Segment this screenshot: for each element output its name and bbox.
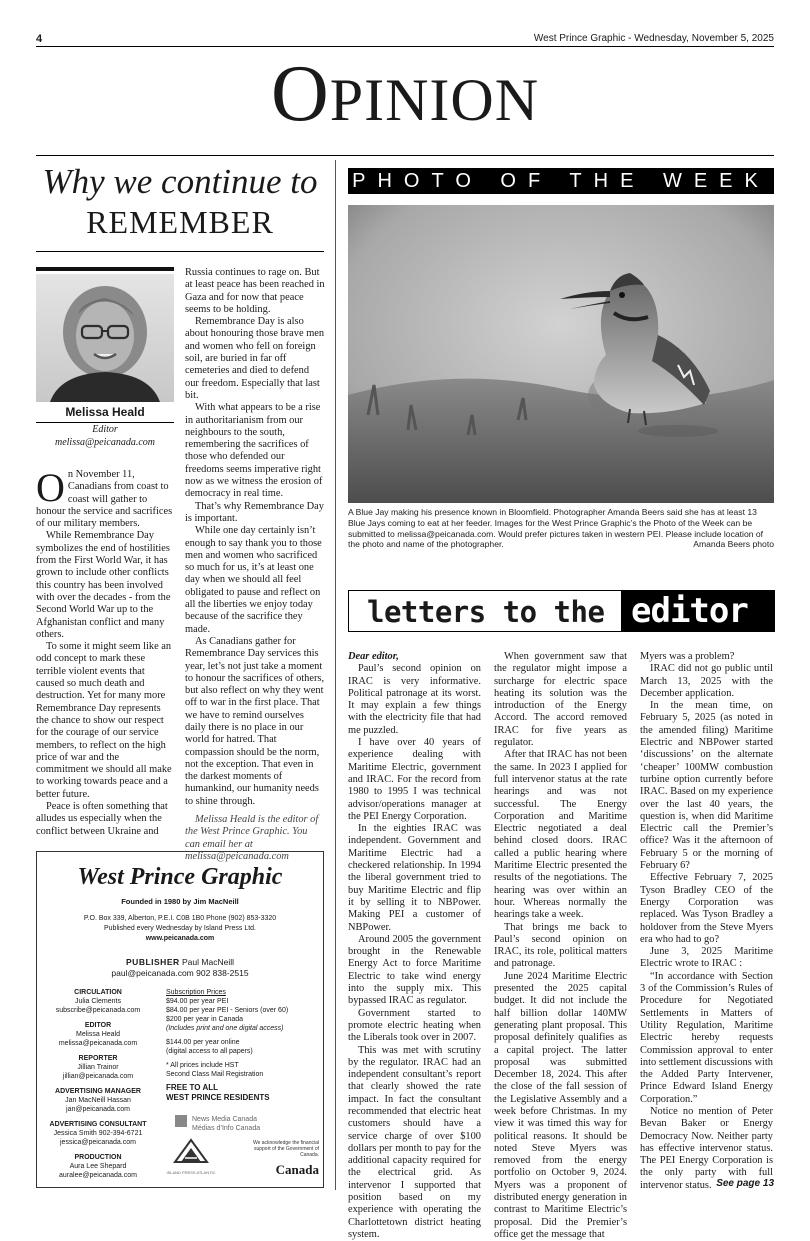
photo-caption xyxy=(348,507,774,550)
author-divider xyxy=(36,422,174,423)
editorial-paragraph: Russia continues to rage on. But at least peace has been reached in Gaza and for now that peace seems to be holding. xyxy=(185,267,325,316)
letters-banner-text: letters to the xyxy=(367,595,604,629)
letter-column-1 xyxy=(348,651,481,1241)
masthead-website[interactable]: www.peicanada.com xyxy=(37,935,323,942)
letter-paragraph: June 2024 Maritime Electric presented the 2025 capital budget. It did not include the half billion dollar 140MW generating plant proposal. This proposal definitely qualifies as a capital project. The latter proposal was submitted December 18, 2024. This after the close of the fall session of the Legislative Assembly and a week before Christmas. In my view it was timed this way for political reasons. It should be noted Steve Myers was removed from the energy portfolio on October 9, 2024. Myers was a proponent of distributed energy generation in contrast to Maritime Electric’s proposal. Did the Premier’s office get the message that xyxy=(494,971,627,1241)
staff-name: Julia Clements xyxy=(41,997,155,1006)
editorial-paragraph: Remembrance Day is also about honouring those brave men and women who fell on foreign soil, are buried in far off cemeteries and died to defend our freedom. Especially that last bit. xyxy=(185,316,325,402)
editorial-headline-line2: REMEMBER xyxy=(36,202,324,242)
letter-paragraph: Paul’s second opinion on IRAC is very informative. Political patronage at its worst. It may explain a few things with the electricity file that had me puzzled. xyxy=(348,663,481,737)
masthead-published: Published every Wednesday by Island Press Ltd. xyxy=(37,925,323,932)
author-photo xyxy=(36,274,174,402)
staff-role: CIRCULATION xyxy=(41,988,155,997)
top-rule xyxy=(36,46,774,47)
staff-list xyxy=(41,988,155,1180)
letter-paragraph: June 3, 2025 Maritime Electric wrote to IRAC : xyxy=(640,946,773,971)
subs-line: $94.00 per year PEI xyxy=(166,997,316,1006)
staff-name: Melissa Heald xyxy=(41,1030,155,1039)
running-head: West Prince Graphic - Wednesday, November 5, 2025 xyxy=(534,33,774,44)
author-portrait-image xyxy=(36,274,174,402)
editorial-paragraph: As Canadians gather for Remembrance Day services this year, let’s not just take a moment to honour the sacrifices of others, but also reflect on why they went off to war in the first place. That we have to remind ourselves daily there is no place in our world for hatred. That compassion should be the norm, not the exception. That even in the darkest moments of humankind, our humanity needs to shine through. xyxy=(185,636,325,808)
letter-paragraph: In the mean time, on February 5, 2025 (as noted in the amended filing) Maritime Electric and NBPower started ‘discussions’ on the alternate ‘cheaper’ 100MW combustion turbine option currently before IRAC. Based on my experience over the last 40 years, the question is, when did Maritime Electric call the Premier’s office? Was it the afternoon of February 5 or the morning of February 6? xyxy=(640,700,773,872)
news-media-logo xyxy=(192,1115,284,1133)
staff-role: ADVERTISING MANAGER xyxy=(41,1087,155,1096)
subs-heading: Subscription Prices xyxy=(166,988,316,997)
author-name: Melissa Heald xyxy=(36,405,174,419)
free-line: FREE TO ALL xyxy=(166,1083,316,1093)
letter-paragraph: When government saw that the regulator might impose a surcharge for electric space heating its solution was the introduction of the Energy Accord. The accord removed IRAC for five years as regulator. xyxy=(494,651,627,749)
editorial-paragraph: n November 11, Canadians from coast to coast will gather to honour the service and sacrifices of our military members. xyxy=(36,469,174,530)
author-box xyxy=(36,267,174,449)
news-media-line: Médias d’Info Canada xyxy=(192,1124,284,1133)
section-title-initial: O xyxy=(271,50,330,138)
free-line: WEST PRINCE RESIDENTS xyxy=(166,1093,316,1103)
masthead-address: P.O. Box 339, Alberton, P.E.I. C0B 1B0 Phone (902) 853-3320 xyxy=(37,915,323,922)
publisher-label: PUBLISHER xyxy=(126,957,180,967)
editorial-column-2 xyxy=(185,267,325,863)
letter-paragraph: Myers was a problem? xyxy=(640,651,773,663)
letter-column-2 xyxy=(494,651,627,1241)
letter-salutation: Dear editor, xyxy=(348,651,481,663)
blue-jay-photo xyxy=(348,205,774,503)
letter-paragraph: After that IRAC has not been the same. In 2023 I applied for full intervenor status at the rate hearings and was not successful. The Energy Corporation and Maritime Electric negotiated a deal behind closed doors. IRAC called a public hearing where Maritime Electric presented the results of the negotiations. The hearing was over within an hour. Whereas normally the hearings take a week. xyxy=(494,749,627,921)
editorial-paragraph: While one day certainly isn’t enough to say thank you to those men and women who sacrificed so much for us, it’s at least one day when we should all feel obligated to pause and reflect on all the liberties we enjoy today because of the sacrifice they made. xyxy=(185,525,325,636)
letter-paragraph: Around 2005 the government brought in the Renewable Energy Act to force Maritime Electric to take wind energy into the supply mix. This bypassed IRAC as regulator. xyxy=(348,934,481,1008)
editorial-headline-line1: Why we continue to xyxy=(36,160,324,204)
letter-paragraph: In the eighties IRAC was independent. Government and Maritime Electric had a checkered relationship. In 1994 the liberal government tried to buy Maritime Electric and flip it by selling it to NBPower. Making PEI a customer of NBPower. xyxy=(348,823,481,934)
masthead-publisher xyxy=(37,957,323,967)
letter-paragraph: IRAC did not go public until March 13, 2025 with the December application. xyxy=(640,663,773,700)
letter-paragraph: Notice no mention of Peter Bevan Baker or Energy Democracy Now. Neither party has effective intervenor status. The PEI Energy Corporation is the only party with full intervenor status. xyxy=(640,1106,773,1192)
publisher-contact[interactable]: paul@peicanada.com 902 838-2515 xyxy=(37,968,323,978)
government-acknowledgement: We acknowledge the financial support of the Government of Canada. xyxy=(249,1140,319,1158)
letter-paragraph: Government started to promote electric heating when the Liberals took over in 2007. xyxy=(348,1008,481,1045)
subs-note: (Includes print and one digital access) xyxy=(166,1024,316,1033)
letter-paragraph: This was met with scrutiny by the regulator. IRAC had an independent consultant’s report that clearly showed the rate impact. In fact the consultant recommended that electric heat customers should have a service charge of over $100 dollars per month to pay for the additional capacity required for the electrical grid. As intervenor I supported that position based on my experience with operating the Charlottetown district heating system. xyxy=(348,1045,481,1241)
letter-paragraph: “In accordance with Section 3 of the Commission’s Rules of Procedure for Negotiated Settlements in Matters of Utility Regulation, Maritime Electric hereby requests Commission approval to enter into settlement discussions with the Added Party Intervener, Prince Edward Island Energy Corporation.” xyxy=(640,971,773,1106)
subs-line: (digital access to all papers) xyxy=(166,1047,316,1056)
editorial-rule xyxy=(36,251,324,252)
masthead-founded: Founded in 1980 by Jim MacNeill xyxy=(37,897,323,906)
masthead-box xyxy=(36,851,324,1188)
staff-role: EDITOR xyxy=(41,1021,155,1030)
photo-caption-text: A Blue Jay making his presence known in Bloomfield. Photographer Amanda Beers said she has at least 13 Blue Jays coming to eat at her feeder. Images for the West Prince Graphic’s the Photo of the Week can be submitted to melissa@peicanada.com. Would prefer pictures taken in western PEI. Please include location of the photo and name of the photographer. xyxy=(348,507,763,549)
editorial-paragraph: Peace is often something that alludes us especially when the conflict between Ukraine and xyxy=(36,801,174,838)
letters-banner-highlight: editor xyxy=(631,592,748,630)
free-notice xyxy=(166,1083,316,1103)
staff-contact[interactable]: auralee@peicanada.com xyxy=(41,1171,155,1180)
editorial-paragraph: While Remembrance Day symbolizes the end of hostilities from the First World War, it has grown to include other conflicts this country has been involved with over the decades - from the Second World War up to the Afghanistan conflict and many others. xyxy=(36,530,174,641)
subscription-prices xyxy=(166,988,316,1079)
letter-paragraph: That brings me back to Paul’s second opinion on IRAC, its role, political matters and patronage. xyxy=(494,922,627,971)
section-title-rest: PINION xyxy=(330,67,539,133)
masthead-title: West Prince Graphic xyxy=(37,864,323,891)
drop-cap: O xyxy=(36,471,65,505)
photo-credit: Amanda Beers photo xyxy=(693,539,774,550)
staff-role: PRODUCTION xyxy=(41,1153,155,1162)
staff-name: Jan MacNeill Hassan xyxy=(41,1096,155,1105)
page-number: 4 xyxy=(36,33,42,45)
staff-contact[interactable]: subscribe@peicanada.com xyxy=(41,1006,155,1015)
staff-name: Jillian Trainor xyxy=(41,1063,155,1072)
continued-on-link[interactable]: See page 13 xyxy=(716,1178,774,1189)
author-role: Editor xyxy=(36,424,174,435)
letters-banner xyxy=(348,590,774,632)
editorial-paragraph: That’s why Remembrance Day is important. xyxy=(185,501,325,526)
subs-line: $144.00 per year online xyxy=(166,1038,316,1047)
island-press-caption: ISLAND PRESS ATLANTIC xyxy=(161,1170,221,1175)
subs-line: $200 per year in Canada xyxy=(166,1015,316,1024)
photo-of-the-week-banner: PHOTO OF THE WEEK xyxy=(348,168,774,194)
publisher-name: Paul MacNeill xyxy=(182,957,234,967)
news-media-icon xyxy=(175,1115,187,1127)
header-rule xyxy=(36,155,774,156)
column-divider xyxy=(335,160,336,1190)
author-bar xyxy=(36,267,174,271)
editorial-column-1 xyxy=(36,469,174,838)
staff-role: ADVERTISING CONSULTANT xyxy=(41,1120,155,1129)
letter-paragraph: Effective February 7, 2025 Tyson Bradley CEO of the Energy Corporation was replaced. Was Tyson Bradley a holdover from the Steve Myers era who had to go? xyxy=(640,872,773,946)
subs-line: Second Class Mail Registration xyxy=(166,1070,316,1079)
staff-role: REPORTER xyxy=(41,1054,155,1063)
staff-contact[interactable]: jan@peicanada.com xyxy=(41,1105,155,1114)
island-press-mark-icon xyxy=(171,1136,211,1166)
editorial-signoff: Melissa Heald is the editor of the West Prince Graphic. You can email her at melissa@peicanada.com xyxy=(185,814,325,863)
author-email: melissa@peicanada.com xyxy=(36,437,174,448)
letter-paragraph: I have over 40 years of experience dealing with Maritime Electric, government and IRAC. For the record from 1980 to 1995 I was technical advisor/operations manager at the PEI Energy Corporation. xyxy=(348,737,481,823)
staff-name: Jessica Smith 902-394-6721 xyxy=(41,1129,155,1138)
staff-contact[interactable]: jillian@peicanada.com xyxy=(41,1072,155,1081)
subs-line: $84.00 per year PEI - Seniors (over 60) xyxy=(166,1006,316,1015)
editorial-paragraph: With what appears to be a rise in authoritarianism from our neighbours to the south, remembering the sacrifices of those who defended our freedoms seems imperative right now as we witness the erosion of democracy in real time. xyxy=(185,402,325,500)
canada-wordmark: Canada xyxy=(249,1162,319,1178)
section-title xyxy=(0,52,810,142)
letter-column-3 xyxy=(640,651,773,1192)
island-press-logo-icon xyxy=(171,1136,211,1166)
subs-line: * All prices include HST xyxy=(166,1061,316,1070)
staff-contact[interactable]: jessica@peicanada.com xyxy=(41,1138,155,1147)
staff-contact[interactable]: melissa@peicanada.com xyxy=(41,1039,155,1048)
staff-name: Aura Lee Shepard xyxy=(41,1162,155,1171)
news-media-line: News Media Canada xyxy=(192,1115,284,1124)
editorial-paragraph: To some it might seem like an odd concept to mark these terrible violent events that caused so much death and destruction. Yet for many more Remembrance Day represents the chance to show our respect for the courage of our service members, to reflect on the high price of war and the commitment we should all make to working towards peace and a better future. xyxy=(36,641,174,801)
photo-of-the-week-image xyxy=(348,205,774,503)
